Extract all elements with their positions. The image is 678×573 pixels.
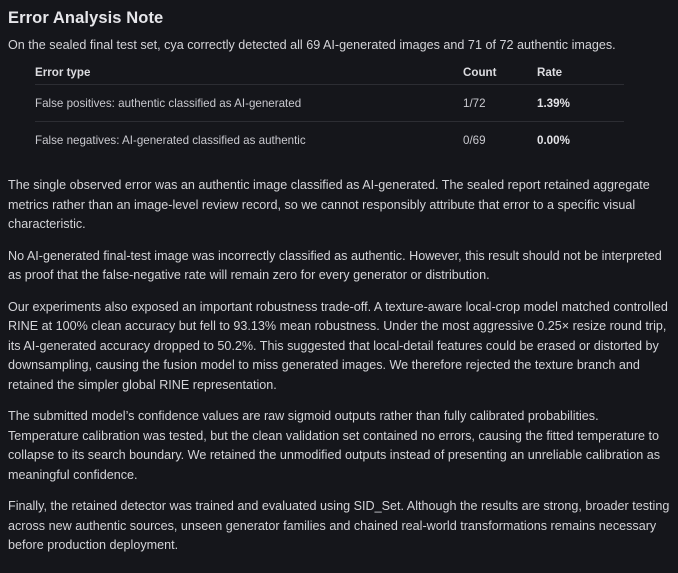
- table-header-row: [35, 60, 624, 85]
- paragraph: No AI-generated final-test image was incorrectly classified as authentic. However, this result should not be interpreted as proof that the false-negative rate will remain zero for every generator or distribution.: [8, 248, 662, 282]
- page-title: Error Analysis Note: [8, 9, 164, 27]
- header-count: Count: [463, 60, 537, 85]
- paragraph: Finally, the retained detector was trained and evaluated using SID_Set. Although the results are strong, broader testing across new authentic sources, unseen generator families and chained real-world transformations remains necessary before production deployment.: [8, 499, 670, 552]
- table-row: [35, 85, 624, 122]
- error-table: [35, 60, 624, 158]
- table-row: [35, 122, 624, 159]
- cell-rate: 0.00%: [537, 133, 570, 147]
- paragraph: Our experiments also exposed an important robustness trade-off. A texture-aware local-crop model matched controlled RINE at 100% clean accuracy but fell to 93.13% mean robustness. Under the most aggressive 0.25× resize round trip, its AI-generated accuracy dropped to 50.2%. This suggested that local-detail features could be erased or distorted by downsampling, causing the fusion model to miss generated images. We therefore rejected the texture branch and retained the simpler global RINE representation.: [8, 299, 668, 392]
- cell-count: 1/72: [463, 85, 537, 122]
- header-rate: Rate: [537, 60, 624, 85]
- cell-error-type: False negatives: AI-generated classified as authentic: [35, 133, 306, 147]
- error-table-container: [35, 60, 624, 158]
- cell-rate: 1.39%: [537, 85, 624, 122]
- paragraph: The single observed error was an authentic image classified as AI-generated. The sealed report retained aggregate metrics rather than an image-level review record, so we cannot responsibly attribute that error to a specific visual characteristic.: [8, 178, 650, 231]
- intro-text: On the sealed final test set, cya correctly detected all 69 AI-generated images and 71 of 72 authentic images.: [8, 38, 616, 52]
- paragraph: The submitted model’s confidence values are raw sigmoid outputs rather than fully calibrated probabilities. Temperature calibration was tested, but the clean validation set contained no errors, causing the fitted temperature to collapse to its search boundary. We retained the unmodified outputs instead of presenting an unreliable calibration as meaningful confidence.: [8, 409, 661, 482]
- cell-count: 0/69: [463, 133, 486, 147]
- cell-error-type: False positives: authentic classified as AI-generated: [35, 85, 463, 122]
- header-error-type: Error type: [35, 60, 463, 85]
